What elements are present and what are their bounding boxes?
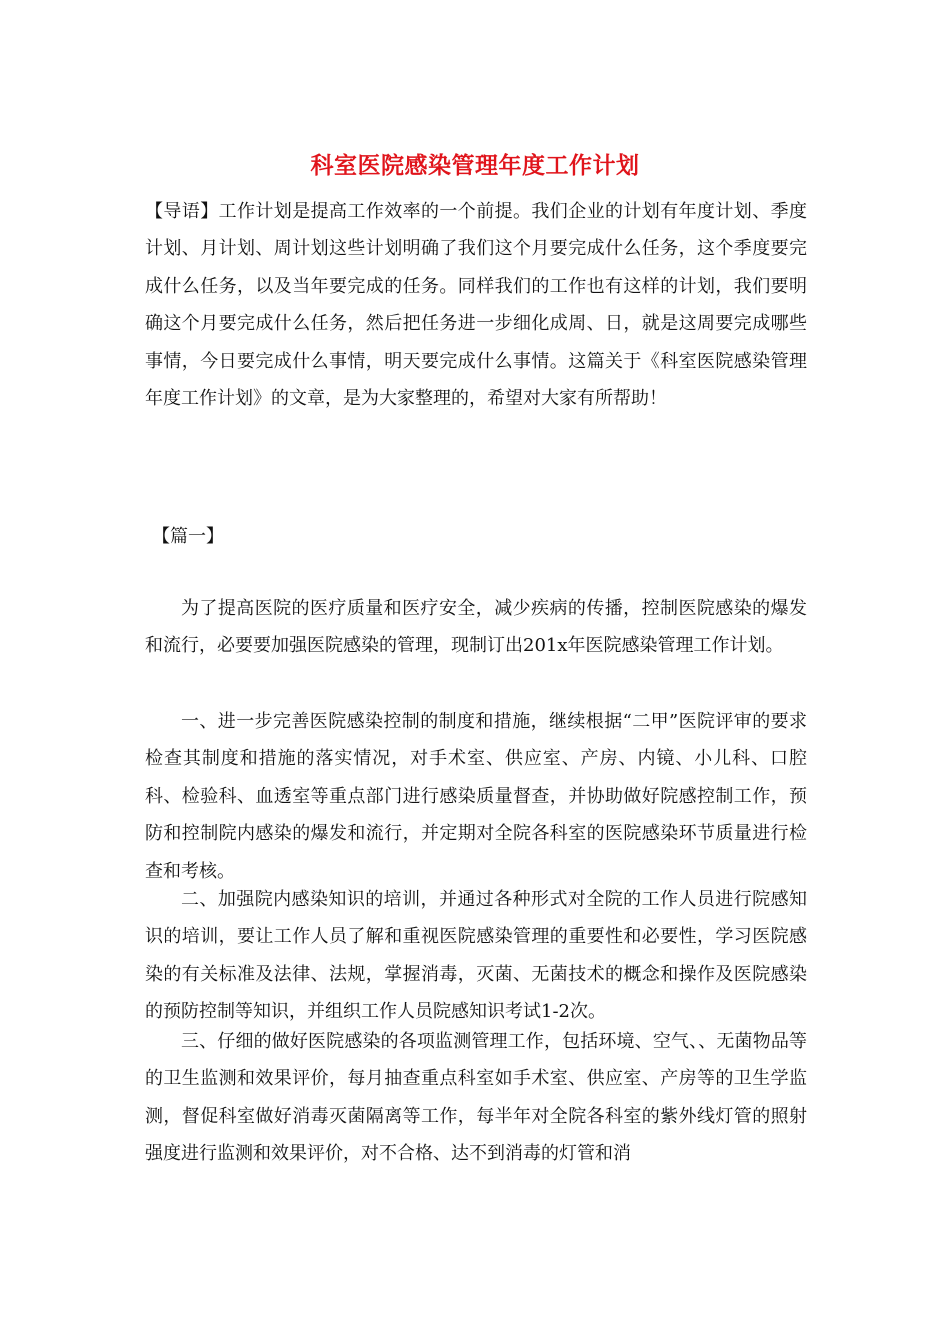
section-label: 【篇一】: [152, 526, 224, 547]
document-title: 科室医院感染管理年度工作计划: [310, 153, 640, 179]
body-paragraph-3: 二、加强院内感染知识的培训，并通过各种形式对全院的工作人员进行院感知识的培训，要让工作人员了解和重视医院感染管理的重要性和必要性，学习医院感染的有关标准及法律、法规，掌握消毒，灭菌、无菌技术的概念和操作及医院感染的预防控制等知识，并组织工作人员院感知识考试1-2次。: [145, 889, 807, 1023]
intro-paragraph: 【导语】工作计划是提高工作效率的一个前提。我们企业的计划有年度计划、季度计划、月计划、周计划这些计划明确了我们这个月要完成什么任务，这个季度要完成什么任务，以及当年要完成的任务。同样我们的工作也有这样的计划，我们要明确这个月要完成什么任务，然后把任务进一步细化成周、日，就是这周要完成哪些事情，今日要完成什么事情，明天要完成什么事情。这篇关于《科室医院感染管理年度工作计划》的文章，是为大家整理的，希望对大家有所帮助！: [145, 201, 807, 410]
body-paragraph-2: 一、进一步完善医院感染控制的制度和措施，继续根据“二甲”医院评审的要求检查其制度和措施的落实情况，对手术室、供应室、产房、内镜、小儿科、口腔科、检验科、血透室等重点部门进行感染质量督查，并协助做好院感控制工作，预防和控制院内感染的爆发和流行，并定期对全院各科室的医院感染环节质量进行检查和考核。: [145, 711, 807, 882]
body-paragraph-1: 为了提高医院的医疗质量和医疗安全，减少疾病的传播，控制医院感染的爆发和流行，必要要加强医院感染的管理，现制订出201x年医院感染管理工作计划。: [145, 598, 807, 657]
body-paragraph-4: 三、仔细的做好医院感染的各项监测管理工作，包括环境、空气、、无菌物品等的卫生监测和效果评价，每月抽查重点科室如手术室、供应室、产房等的卫生学监测，督促科室做好消毒灭菌隔离等工作，每半年对全院各科室的紫外线灯管的照射强度进行监测和效果评价，对不合格、达不到消毒的灯管和消: [145, 1031, 807, 1165]
